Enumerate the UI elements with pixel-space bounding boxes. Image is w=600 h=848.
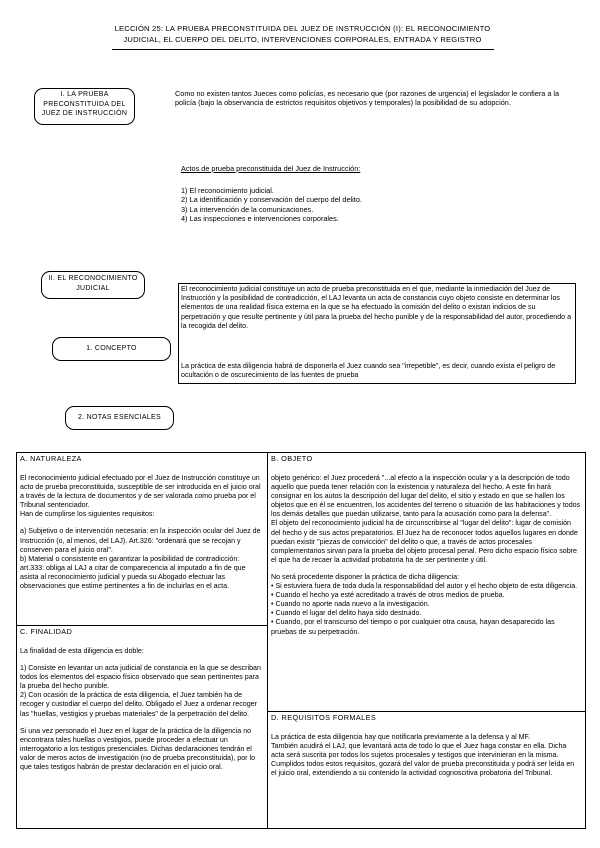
cell-heading: C. FINALIDAD — [20, 627, 73, 636]
page-title — [60, 23, 545, 45]
list-item: 4) Las inspecciones e intervenciones corporales. — [181, 214, 339, 224]
section-1-intro: Como no existen tantos Jueces como policías, es necesario que (por razones de urgencia) el legislador le confiera a la policía (bajo la observancia de estrictos requisitos objetivos y temporales) la posibilidad de su adopción. — [175, 89, 560, 108]
list-item: • Cuando, por el transcurso del tiempo o por cualquier otra causa, hayan desaparecido las pruebas de su perpetración. — [271, 618, 555, 636]
section-2-label: II. EL RECONOCIMIENTO JUDICIAL — [41, 271, 145, 299]
section-1-label: I. LA PRUEBA PRECONSTITUIDA DEL JUEZ DE INSTRUCCIÓN — [34, 88, 135, 125]
title-divider — [112, 49, 494, 50]
acts-heading: Actos de prueba preconstituida del Juez de Instrucción: — [181, 164, 361, 173]
title-line-2: JUDICIAL, EL CUERPO DEL DELITO, INTERVENCIONES CORPORALES, ENTRADA Y REGISTRO — [123, 35, 482, 44]
list-item: • Cuando no aporte nada nuevo a la investigación. — [271, 600, 430, 609]
list-item: 2) La identificación y conservación del cuerpo del delito. — [181, 195, 362, 205]
title-line-1: LECCIÓN 25: LA PRUEBA PRECONSTITUIDA DEL JUEZ DE INSTRUCCIÓN (I): EL RECONOCIMIENTO — [114, 24, 491, 33]
acts-list — [181, 186, 521, 224]
concepto-paragraph-1: El reconocimiento judicial constituye un acto de prueba preconstituida en el que, mediante la inmediación del Juez de Instrucción y la posibilidad de contradicción, el LAJ levanta un acta de constancia cuyo objeto consiste en determinar los elementos de una realidad física externa en la que se ha efectuado la comisión del delito o existan indicios de su perpetración y que resulte pertinente y útil para la prueba del hecho punible y de la responsabilidad del autor, procediendo a la recogida del delito. — [181, 285, 572, 330]
cell-objeto: B. OBJETO objeto genérico: el Juez procederá "...al efecto a la inspección ocular y a la descripción de todo aquello que pueda tener relación con la existencia y naturaleza del hecho. A este fin hará consignar en los autos la descripción del lugar del delito, el sitio y estado en que se hallen los objetos que en él se encuentren, los accidentes del terreno o situación de las habitaciones y todos los demás detalles que puedan utilizarse, tanto para la acusación como para la defensa". El objeto del reconocimiento judicial ha de circunscribirse al "lugar del delito": lugar de comisión del hecho y de sus actos preparatorios. El Juez ha de reconocer todos aquellos lugares en donde puedan existir "piezas de convicción" del delito o que, a través de actos procesales complementarios sirvan para la prueba del objeto procesal penal. Pero dicho espacio físico sobre el que ha de recaer la actividad probatoria ha de ser pertinente y útil. No será procedente disponer la práctica de dicha diligencia: • Si estuviera fuera de toda duda la responsabilidad del autor y el hecho objeto de esta diligencia. • Cuando el hecho ya esté acreditado a través de otros medios de prueba. • Cuando no aporte nada nuevo a la investigación. • Cuando el lugar del delito haya sido destruido. • Cuando, por el transcurso del tiempo o por cualquier otra causa, hayan desaparecido las pruebas de su perpetración. — [268, 453, 585, 637]
notas-label: 2. NOTAS ESENCIALES — [65, 406, 174, 430]
cell-heading: D. REQUISITOS FORMALES — [271, 713, 377, 722]
cell-naturaleza: A. NATURALEZA El reconocimiento judicial efectuado por el Juez de Instrucción constituye un acto de prueba preconstituida, susceptible de ser introducida en el juicio oral a través de la lectura de documentos y de ser valorada como prueba por el Tribunal sentenciador. Han de cumplirse los siguientes requisitos: a) Subjetivo o de intervención necesaria: en la inspección ocular del Juez de Instrucción (o, al menos, del LAJ). Art.326: "ordenará que se recojan y conserven para el juicio oral". b) Material o consistente en garantizar la posibilidad de contradicción: art.333: obliga al LAJ a citar de comparecencia al imputado a fin de que asista al reconocimiento judicial y pueda su Abogado efectuar las observaciones que estime pertinentes a fin de incluirlas en el acta. — [17, 453, 266, 591]
cell-heading: B. OBJETO — [271, 454, 313, 463]
cell-requisitos-formales: D. REQUISITOS FORMALES La práctica de esta diligencia hay que notificarla previamente a la defensa y al MF. También acudirá el LAJ, que levantará acta de todo lo que el Juez haga constar en ella. Dicha acta será suscrita por todos los sujetos procesales y testigos que intervinieran en la misma. Cumplidos todos estos requisitos, gozará del valor de prueba preconstituida y podrá ser leída en el juicio oral, extendiendo a su contenido la actividad cognoscitiva probatoria del Tribunal. — [268, 712, 585, 778]
cell-heading: A. NATURALEZA — [20, 454, 82, 463]
cell-finalidad: C. FINALIDAD La finalidad de esta diligencia es doble: 1) Consiste en levantar un acta judicial de constancia en la que se describan todos los elementos del espacio físico observado que sean pertinentes para la prueba del hecho punible. 2) Con ocasión de la práctica de esta diligencia, el Juez también ha de recoger y custodiar el cuerpo del delito. Obligado el Juez a ordenar recoger las "huellas, vestigios y pruebas materiales" de la perpetración del delito. Si una vez personado el Juez en el lugar de la práctica de la diligencia no encontrara tales huellas o vestigios, puede proceder a efectuar un interrogatorio a los testigos presenciales. Dichas declaraciones tendrán el valor de meros actos de investigación (no de prueba preconstituida), por lo que tales testigos habrán de prestar declaración en el juicio oral. — [17, 626, 266, 772]
concepto-label: 1. CONCEPTO — [52, 337, 171, 361]
list-item: 1) El reconocimiento judicial. — [181, 186, 274, 195]
list-item: • Cuando el hecho ya esté acreditado a través de otros medios de prueba. — [271, 591, 505, 600]
concepto-paragraph-2: La práctica de esta diligencia habrá de disponerla el Juez cuando sea "irrepetible", es decir, cuando exista el peligro de ocultación o de oscurecimiento de las fuentes de prueba — [181, 362, 556, 380]
list-item: • Cuando el lugar del delito haya sido destruido. — [271, 609, 422, 618]
list-item: • Si estuviera fuera de toda duda la responsabilidad del autor y el hecho objeto de esta diligencia. — [271, 582, 578, 591]
list-item: 3) La intervención de la comunicaciones. — [181, 204, 314, 214]
